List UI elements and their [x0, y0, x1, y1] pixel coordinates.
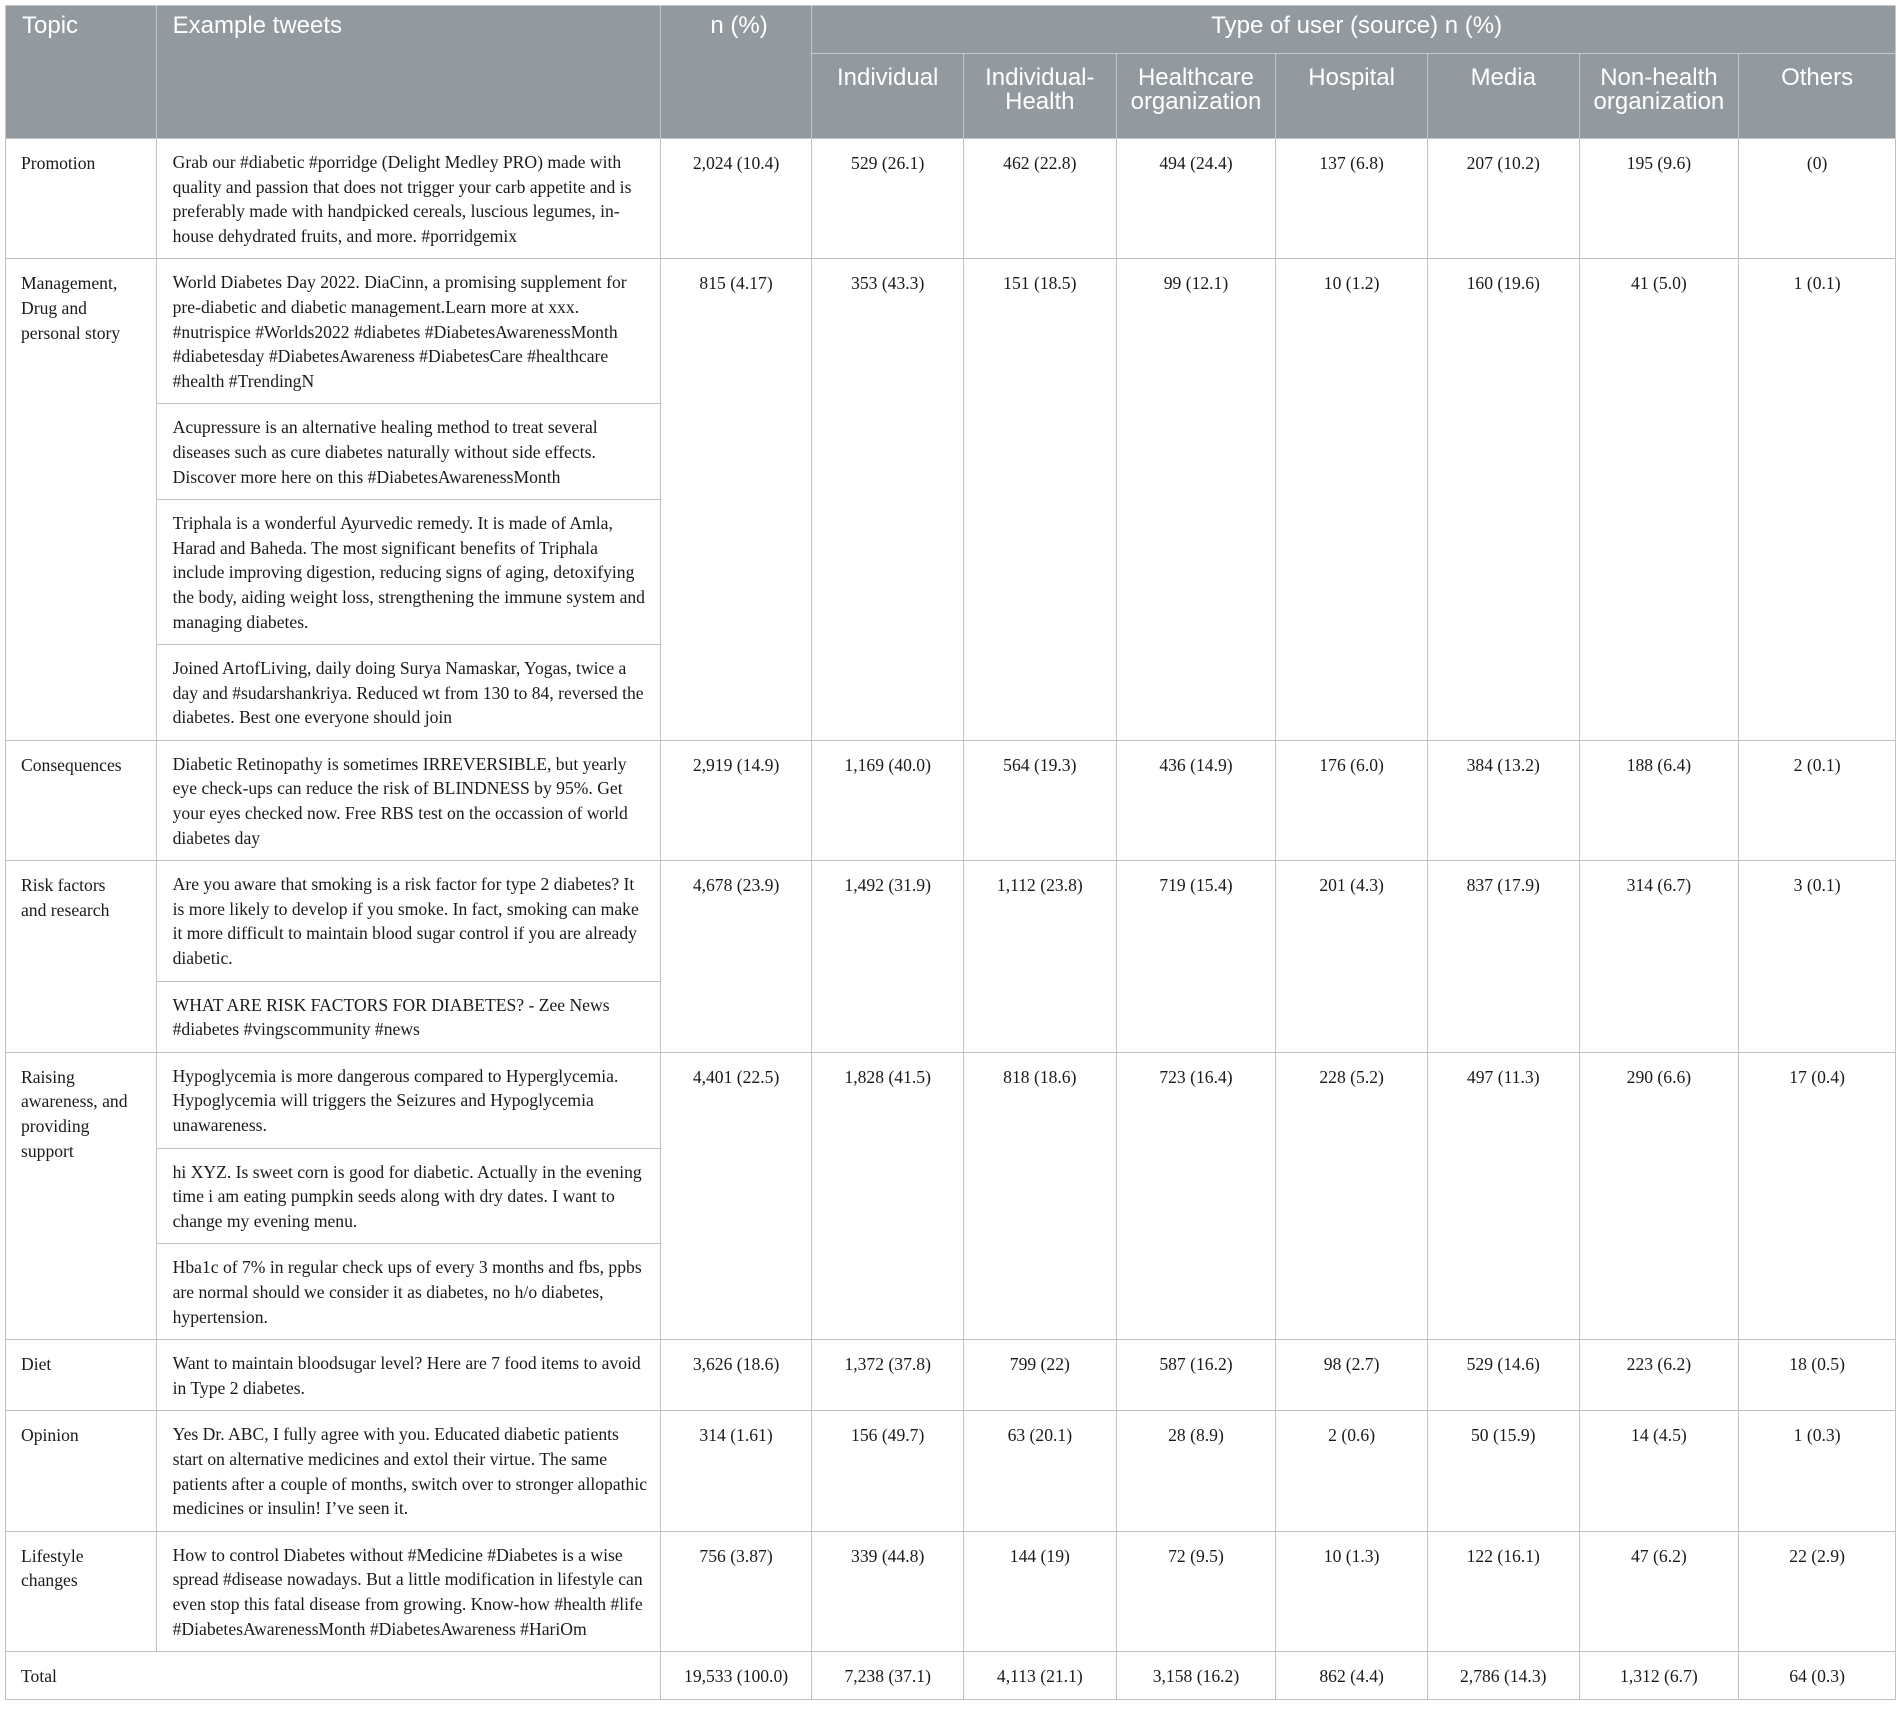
user-type-value-cell: 1,492 (31.9) — [812, 861, 964, 1053]
user-type-value-cell: 207 (10.2) — [1427, 139, 1579, 259]
user-type-value-cell: 1 (0.3) — [1739, 1411, 1896, 1531]
total-value-cell: 2,786 (14.3) — [1427, 1652, 1579, 1700]
example-tweet-cell: Are you aware that smoking is a risk factor for type 2 diabetes? It is more likely to develop if you smoke. In fact, smoking can make it more difficult to maintain blood sugar control if you are already diabetic. — [156, 861, 660, 981]
table-row — [6, 861, 1896, 981]
user-type-value-cell: 50 (15.9) — [1427, 1411, 1579, 1531]
user-type-value-cell: 290 (6.6) — [1579, 1052, 1739, 1339]
n-percent-cell: 756 (3.87) — [660, 1531, 812, 1651]
user-type-value-cell: 529 (26.1) — [812, 139, 964, 259]
header-user-type: Non-health organization — [1579, 54, 1739, 139]
user-type-value-cell: 47 (6.2) — [1579, 1531, 1739, 1651]
table-header — [6, 6, 1896, 139]
n-percent-cell: 3,626 (18.6) — [660, 1340, 812, 1411]
table-row — [6, 1052, 1896, 1148]
user-type-value-cell: 353 (43.3) — [812, 259, 964, 741]
example-tweet-cell: Joined ArtofLiving, daily doing Surya Namaskar, Yogas, twice a day and #sudarshankriya. Reduced wt from 130 to 84, reversed the diabetes. Best one everyone should join — [156, 645, 660, 741]
user-type-value-cell: 228 (5.2) — [1276, 1052, 1428, 1339]
user-type-value-cell: 28 (8.9) — [1116, 1411, 1276, 1531]
example-tweet-cell: Grab our #diabetic #porridge (Delight Medley PRO) made with quality and passion that does not trigger your carb appetite and is preferably made with handpicked cereals, luscious legumes, in-house dehydrated fruits, and more. #porridgemix — [156, 139, 660, 259]
user-type-value-cell: 122 (16.1) — [1427, 1531, 1579, 1651]
user-type-value-cell: 1,828 (41.5) — [812, 1052, 964, 1339]
table-row — [6, 1340, 1896, 1411]
user-type-value-cell: 176 (6.0) — [1276, 740, 1428, 860]
user-type-value-cell: 1,169 (40.0) — [812, 740, 964, 860]
header-user-type: Media — [1427, 54, 1579, 139]
header-n-percent: n (%) — [660, 6, 812, 139]
user-type-value-cell: 1,112 (23.8) — [964, 861, 1117, 1053]
topic-cell: Diet — [6, 1340, 157, 1411]
user-type-value-cell: 2 (0.1) — [1739, 740, 1896, 860]
total-row — [6, 1652, 1896, 1700]
table-body — [6, 139, 1896, 1700]
example-tweet-cell: Acupressure is an alternative healing method to treat several diseases such as cure diabetes naturally without side effects. Discover more here on this #DiabetesAwarenessMonth — [156, 404, 660, 500]
example-tweet-cell: Hba1c of 7% in regular check ups of every 3 months and fbs, ppbs are normal should we consider it as diabetes, no h/o diabetes, hypertension. — [156, 1244, 660, 1340]
user-type-value-cell: 564 (19.3) — [964, 740, 1117, 860]
topic-cell: Management, Drug and personal story — [6, 259, 157, 741]
user-type-value-cell: 188 (6.4) — [1579, 740, 1739, 860]
user-type-value-cell: 98 (2.7) — [1276, 1340, 1428, 1411]
topic-cell: Lifestyle changes — [6, 1531, 157, 1651]
example-tweet-cell: Yes Dr. ABC, I fully agree with you. Educated diabetic patients start on alternative medicines and extol their virtue. The same patients after a couple of months, switch over to stronger allopathic medicines or insulin! I’ve seen it. — [156, 1411, 660, 1531]
example-tweet-cell: Diabetic Retinopathy is sometimes IRREVERSIBLE, but yearly eye check-ups can reduce the risk of BLINDNESS by 95%. Get your eyes checked now. Free RBS test on the occassion of world diabetes day — [156, 740, 660, 860]
user-type-value-cell: 719 (15.4) — [1116, 861, 1276, 1053]
total-value-cell: 1,312 (6.7) — [1579, 1652, 1739, 1700]
user-type-value-cell: 723 (16.4) — [1116, 1052, 1276, 1339]
topic-cell: Risk factors and research — [6, 861, 157, 1053]
topic-cell: Consequences — [6, 740, 157, 860]
header-user-type: Hospital — [1276, 54, 1428, 139]
example-tweet-cell: Triphala is a wonderful Ayurvedic remedy. It is made of Amla, Harad and Baheda. The most significant benefits of Triphala include improving digestion, reducing signs of aging, detoxifying the body, aiding weight loss, strengthening the immune system and managing diabetes. — [156, 500, 660, 645]
user-type-value-cell: 195 (9.6) — [1579, 139, 1739, 259]
header-user-type: Individual — [812, 54, 964, 139]
tweet-topics-table — [5, 5, 1896, 1700]
topic-cell: Opinion — [6, 1411, 157, 1531]
user-type-value-cell: 1,372 (37.8) — [812, 1340, 964, 1411]
user-type-value-cell: 151 (18.5) — [964, 259, 1117, 741]
user-type-value-cell: 144 (19) — [964, 1531, 1117, 1651]
user-type-value-cell: 10 (1.2) — [1276, 259, 1428, 741]
n-percent-cell: 815 (4.17) — [660, 259, 812, 741]
total-value-cell: 7,238 (37.1) — [812, 1652, 964, 1700]
header-user-type: Individual- Health — [964, 54, 1117, 139]
user-type-value-cell: 156 (49.7) — [812, 1411, 964, 1531]
user-type-value-cell: 160 (19.6) — [1427, 259, 1579, 741]
user-type-value-cell: 799 (22) — [964, 1340, 1117, 1411]
user-type-value-cell: 3 (0.1) — [1739, 861, 1896, 1053]
user-type-value-cell: 837 (17.9) — [1427, 861, 1579, 1053]
user-type-value-cell: 22 (2.9) — [1739, 1531, 1896, 1651]
n-percent-cell: 314 (1.61) — [660, 1411, 812, 1531]
total-value-cell: 4,113 (21.1) — [964, 1652, 1117, 1700]
user-type-value-cell: 41 (5.0) — [1579, 259, 1739, 741]
table-row — [6, 740, 1896, 860]
user-type-value-cell: 137 (6.8) — [1276, 139, 1428, 259]
user-type-value-cell: (0) — [1739, 139, 1896, 259]
total-n-cell: 19,533 (100.0) — [660, 1652, 812, 1700]
topic-cell: Promotion — [6, 139, 157, 259]
table-row — [6, 139, 1896, 259]
header-topic: Topic — [6, 6, 157, 139]
n-percent-cell: 4,401 (22.5) — [660, 1052, 812, 1339]
user-type-value-cell: 18 (0.5) — [1739, 1340, 1896, 1411]
total-label-cell: Total — [6, 1652, 661, 1700]
topic-cell: Raising awareness, and providing support — [6, 1052, 157, 1339]
topics-table-container — [5, 5, 1896, 1700]
user-type-value-cell: 201 (4.3) — [1276, 861, 1428, 1053]
table-row — [6, 259, 1896, 404]
user-type-value-cell: 339 (44.8) — [812, 1531, 964, 1651]
n-percent-cell: 4,678 (23.9) — [660, 861, 812, 1053]
n-percent-cell: 2,919 (14.9) — [660, 740, 812, 860]
example-tweet-cell: How to control Diabetes without #Medicine #Diabetes is a wise spread #disease nowadays. But a little modification in lifestyle can even stop this fatal disease from growing. Know-how #health #life #DiabetesAwarenessMonth #DiabetesAwareness #HariOm — [156, 1531, 660, 1651]
user-type-value-cell: 436 (14.9) — [1116, 740, 1276, 860]
user-type-value-cell: 462 (22.8) — [964, 139, 1117, 259]
example-tweet-cell: Want to maintain bloodsugar level? Here are 7 food items to avoid in Type 2 diabetes. — [156, 1340, 660, 1411]
user-type-value-cell: 17 (0.4) — [1739, 1052, 1896, 1339]
user-type-value-cell: 10 (1.3) — [1276, 1531, 1428, 1651]
user-type-value-cell: 99 (12.1) — [1116, 259, 1276, 741]
table-row — [6, 1531, 1896, 1651]
user-type-value-cell: 497 (11.3) — [1427, 1052, 1579, 1339]
example-tweet-cell: WHAT ARE RISK FACTORS FOR DIABETES? - Zee News #diabetes #vingscommunity #news — [156, 981, 660, 1052]
example-tweet-cell: hi XYZ. Is sweet corn is good for diabetic. Actually in the evening time i am eating pumpkin seeds along with dry dates. I want to change my evening menu. — [156, 1148, 660, 1244]
user-type-value-cell: 529 (14.6) — [1427, 1340, 1579, 1411]
user-type-value-cell: 587 (16.2) — [1116, 1340, 1276, 1411]
table-row — [6, 1411, 1896, 1531]
user-type-value-cell: 494 (24.4) — [1116, 139, 1276, 259]
header-user-type: Healthcare organization — [1116, 54, 1276, 139]
n-percent-cell: 2,024 (10.4) — [660, 139, 812, 259]
header-example-tweets: Example tweets — [156, 6, 660, 139]
user-type-value-cell: 314 (6.7) — [1579, 861, 1739, 1053]
user-type-value-cell: 818 (18.6) — [964, 1052, 1117, 1339]
header-type-of-user: Type of user (source) n (%) — [812, 6, 1896, 54]
total-value-cell: 3,158 (16.2) — [1116, 1652, 1276, 1700]
user-type-value-cell: 1 (0.1) — [1739, 259, 1896, 741]
user-type-value-cell: 384 (13.2) — [1427, 740, 1579, 860]
header-user-type: Others — [1739, 54, 1896, 139]
user-type-value-cell: 72 (9.5) — [1116, 1531, 1276, 1651]
user-type-value-cell: 223 (6.2) — [1579, 1340, 1739, 1411]
example-tweet-cell: World Diabetes Day 2022. DiaCinn, a promising supplement for pre-diabetic and diabetic management.Learn more at xxx. #nutrispice #Worlds2022 #diabetes #DiabetesAwarenessMonth #diabetesday #DiabetesAwareness #DiabetesCare #healthcare #health #TrendingN — [156, 259, 660, 404]
user-type-value-cell: 2 (0.6) — [1276, 1411, 1428, 1531]
total-value-cell: 862 (4.4) — [1276, 1652, 1428, 1700]
user-type-value-cell: 63 (20.1) — [964, 1411, 1117, 1531]
user-type-value-cell: 14 (4.5) — [1579, 1411, 1739, 1531]
total-value-cell: 64 (0.3) — [1739, 1652, 1896, 1700]
example-tweet-cell: Hypoglycemia is more dangerous compared to Hyperglycemia. Hypoglycemia will triggers the Seizures and Hypoglycemia unawareness. — [156, 1052, 660, 1148]
